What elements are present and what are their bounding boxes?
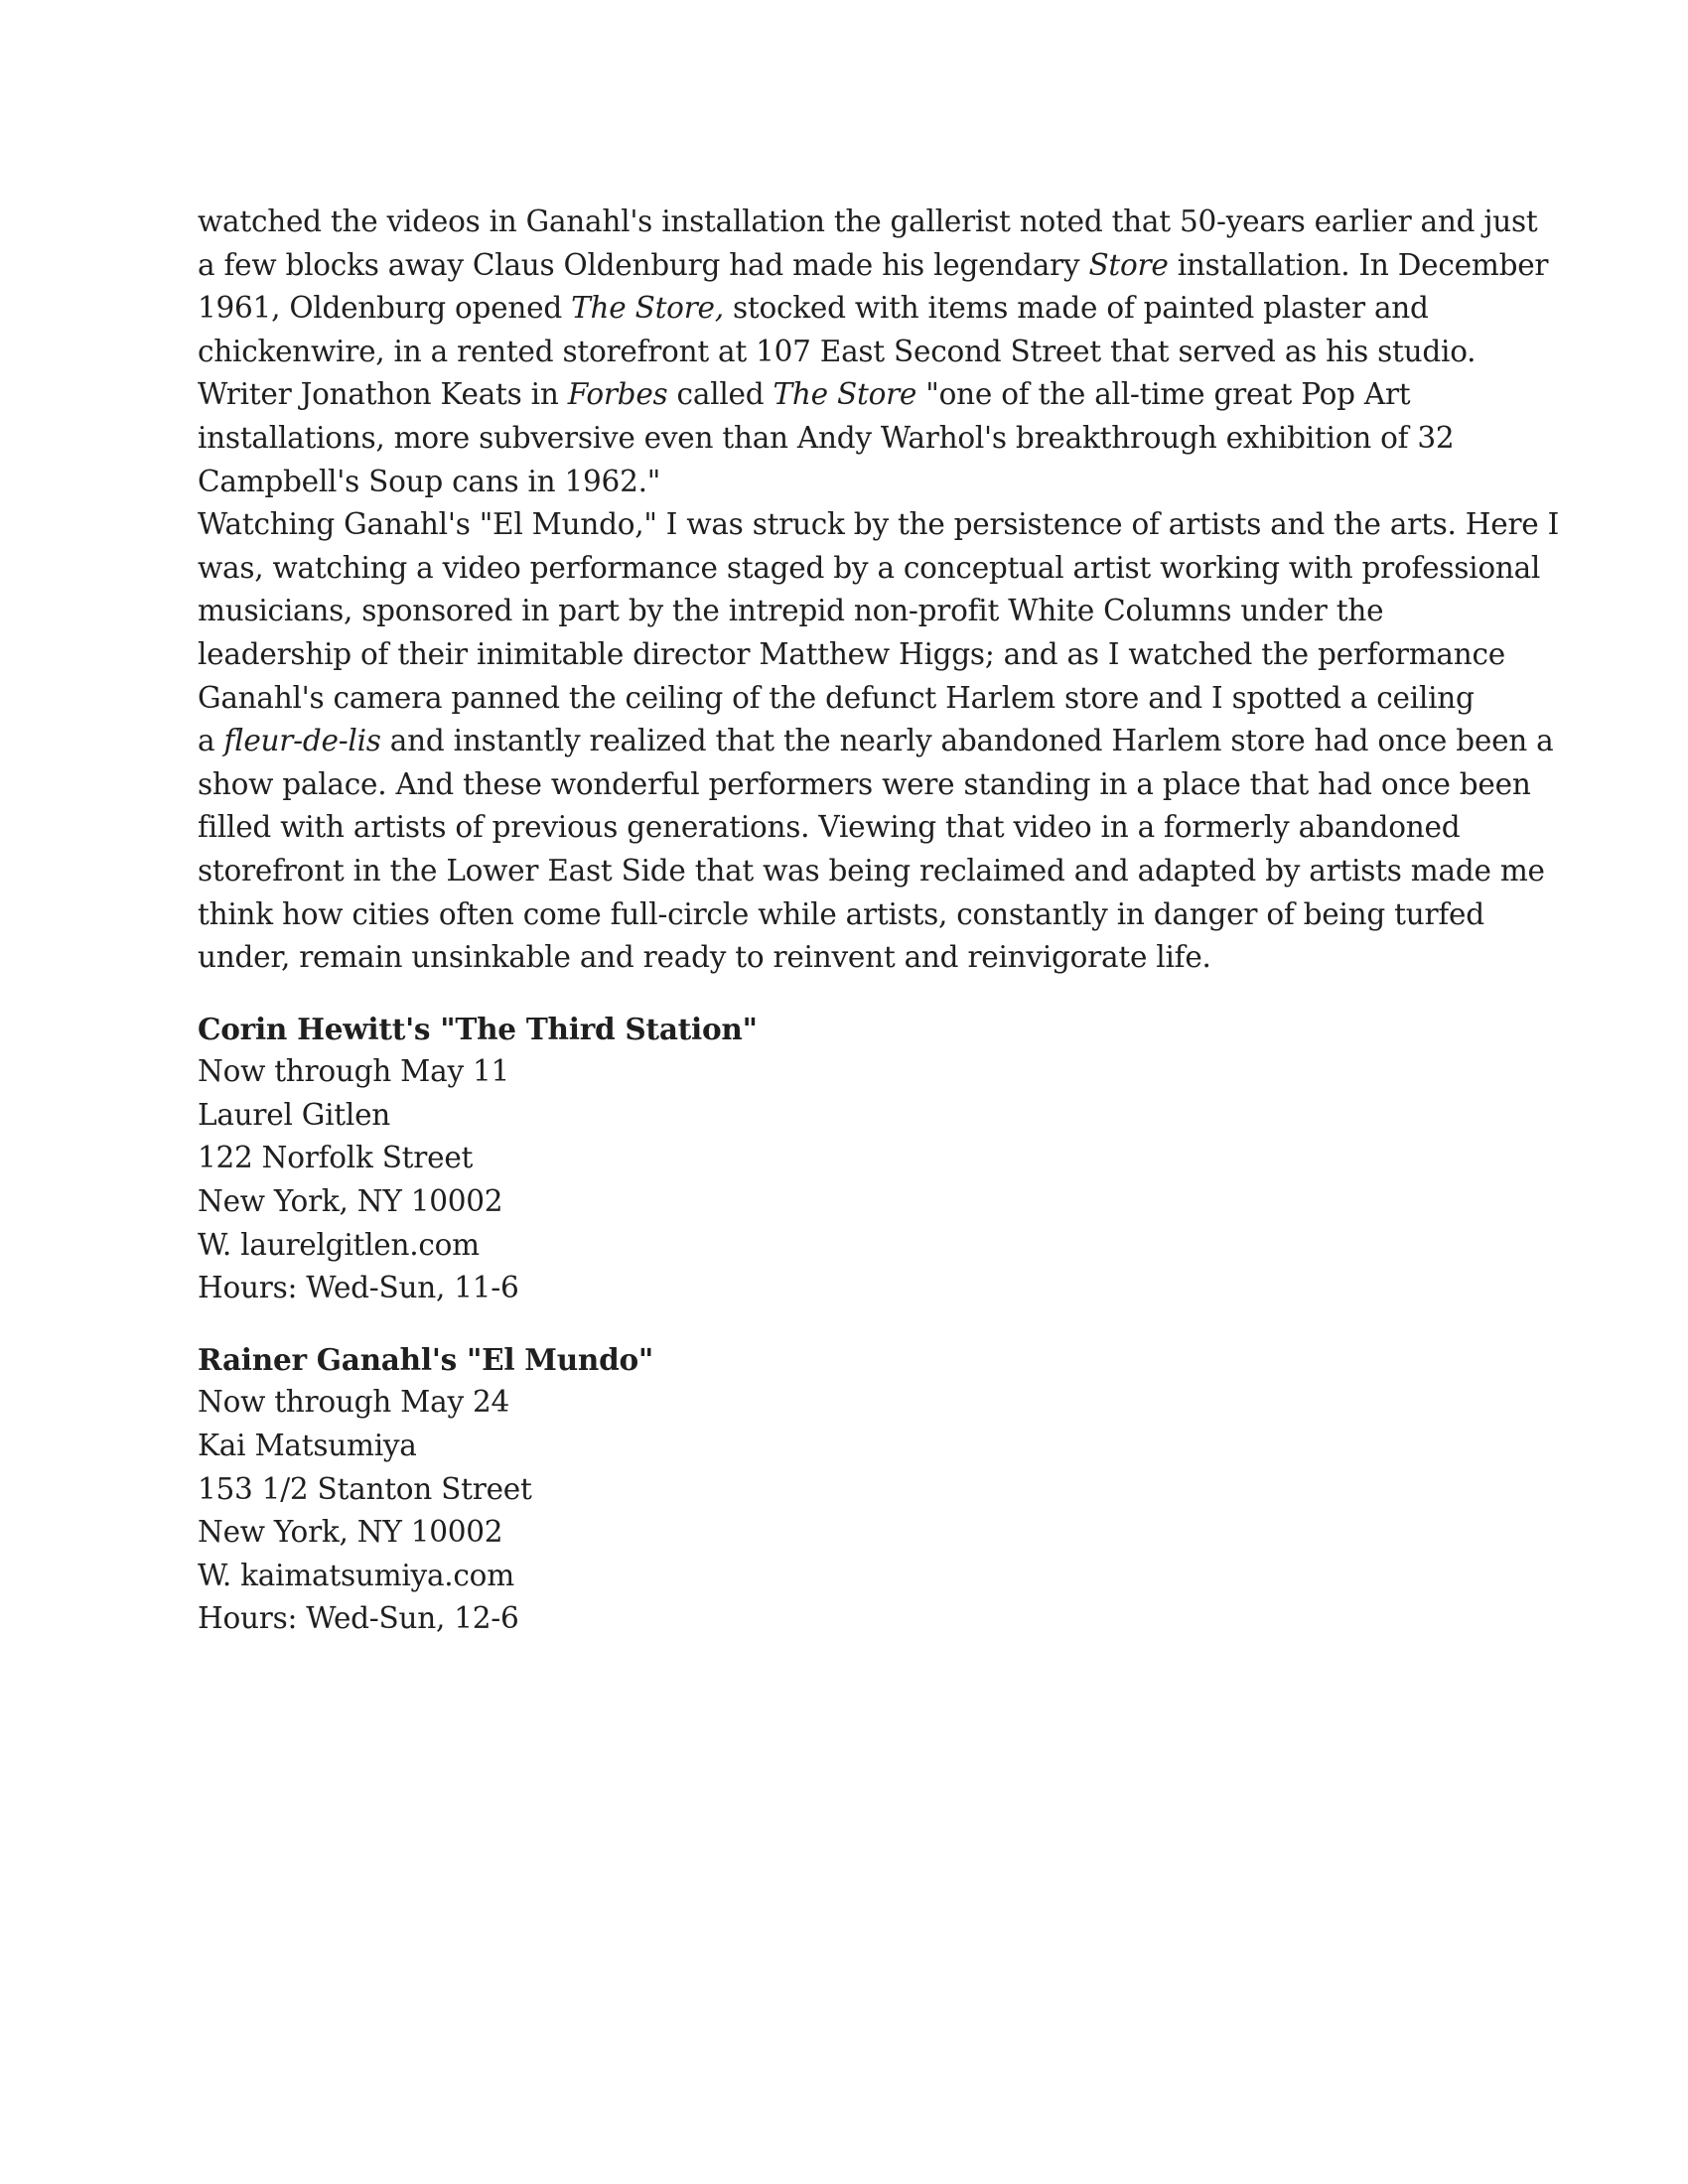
document-page: [198, 201, 1560, 1641]
gallery-website: W. laurelgitlen.com: [198, 1227, 480, 1262]
italic-term: fleur-de-lis: [223, 724, 381, 758]
article-paragraph-2: [198, 503, 1560, 980]
text-line: musicians, sponsored in part by the intrepid non-profit White Columns under the: [198, 594, 1384, 628]
text-line: Watching Ganahl's "El Mundo," I was struck by the persistence of artists and the arts. Here I: [198, 507, 1560, 542]
text-line: watched the videos in Ganahl's installation the gallerist noted that 50-years earlier and just: [198, 205, 1538, 238]
gallery-city: New York, NY 10002: [198, 1515, 503, 1550]
italic-publication: Forbes: [567, 377, 668, 412]
exhibition-listing: [198, 1008, 1508, 1310]
text-line: chickenwire, in a rented storefront at 107 East Second Street that served as his studio.: [198, 334, 1477, 368]
text-line: 1961, Oldenburg opened The Store, stocked with items made of painted plaster and: [198, 291, 1429, 326]
text-line: was, watching a video performance staged by a conceptual artist working with professional: [198, 550, 1541, 585]
exhibition-title: Rainer Ganahl's "El Mundo": [198, 1341, 654, 1377]
gallery-street: 153 1/2 Stanton Street: [198, 1471, 532, 1506]
text-line: a fleur-de-lis and instantly realized that the nearly abandoned Harlem store had once been a: [198, 724, 1554, 758]
text-line: a few blocks away Claus Oldenburg had made his legendary Store installation. In December: [198, 247, 1549, 282]
gallery-name: Kai Matsumiya: [198, 1429, 417, 1463]
text-line: Ganahl's camera panned the ceiling of the defunct Harlem store and I spotted a ceiling: [198, 680, 1475, 715]
text-line: filled with artists of previous generations. Viewing that video in a formerly abandoned: [198, 810, 1461, 845]
text-line: show palace. And these wonderful performers were standing in a place that had once been: [198, 766, 1531, 801]
text-line: installations, more subversive even than Andy Warhol's breakthrough exhibition of 32: [198, 420, 1455, 455]
text-line: leadership of their inimitable director Matthew Higgs; and as I watched the performance: [198, 636, 1505, 671]
article-paragraph-1: [198, 201, 1549, 503]
text-line: Campbell's Soup cans in 1962.": [198, 464, 661, 498]
gallery-hours: Hours: Wed-Sun, 11-6: [198, 1271, 519, 1305]
exhibition-dates: Now through May 11: [198, 1054, 510, 1089]
text-line: storefront in the Lower East Side that was being reclaimed and adapted by artists made me: [198, 853, 1545, 887]
gallery-street: 122 Norfolk Street: [198, 1141, 474, 1175]
italic-title: The Store: [773, 377, 917, 412]
gallery-website: W. kaimatsumiya.com: [198, 1558, 514, 1592]
gallery-name: Laurel Gitlen: [198, 1097, 391, 1132]
text-line: think how cities often come full-circle while artists, constantly in danger of being turfed: [198, 896, 1484, 931]
text-line: under, remain unsinkable and ready to reinvent and reinvigorate life.: [198, 940, 1211, 975]
gallery-hours: Hours: Wed-Sun, 12-6: [198, 1601, 519, 1636]
spacer: [198, 1310, 1508, 1338]
italic-title: The Store,: [571, 291, 724, 326]
spacer: [198, 980, 1508, 1008]
exhibition-listing: [198, 1338, 1508, 1641]
text-line: Writer Jonathon Keats in Forbes called The Store "one of the all-time great Pop Art: [198, 377, 1411, 412]
exhibition-title: Corin Hewitt's "The Third Station": [198, 1011, 758, 1046]
exhibition-dates: Now through May 24: [198, 1385, 510, 1420]
gallery-city: New York, NY 10002: [198, 1184, 503, 1219]
italic-title: Store: [1088, 247, 1169, 282]
